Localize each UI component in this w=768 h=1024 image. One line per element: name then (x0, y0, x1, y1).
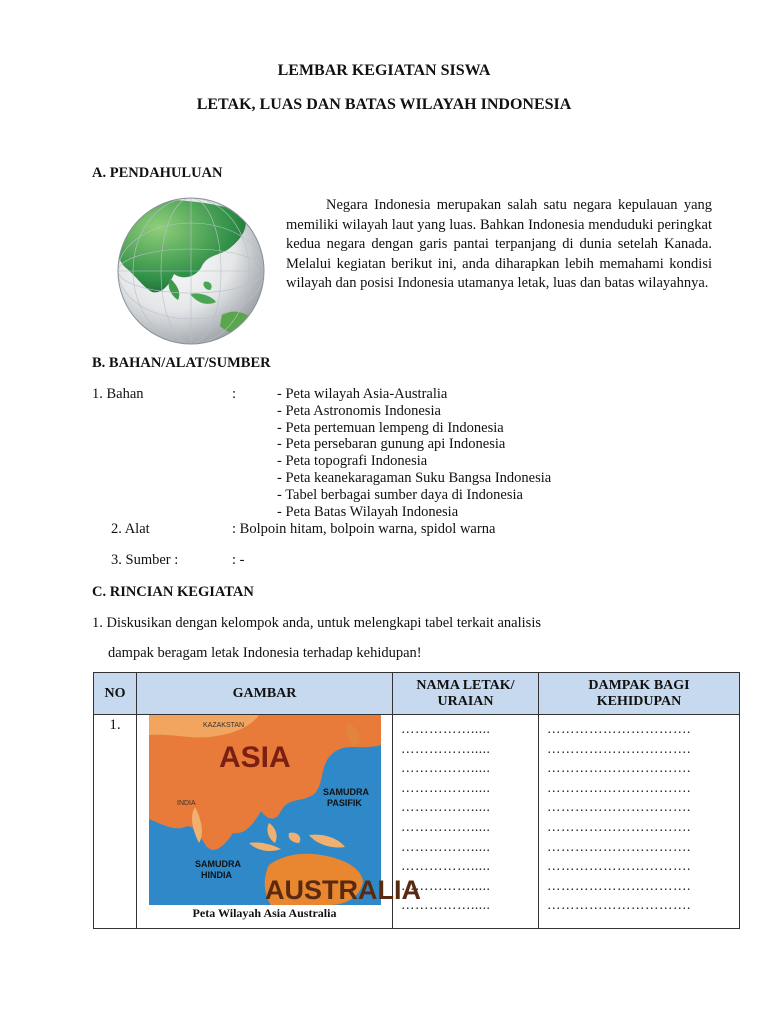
dotted-line: ……………..... (401, 877, 491, 893)
analysis-table (93, 672, 740, 929)
section-c-heading: C. RINCIAN KEGIATAN (92, 584, 254, 600)
dotted-line: …………………………. (547, 818, 691, 834)
bahan-item: - Peta keanekaragaman Suku Bangsa Indonesia (277, 469, 552, 486)
bahan-item: - Peta pertemuan lempeng di Indonesia (277, 419, 504, 436)
map-label-india: INDIA (177, 800, 196, 807)
map-label-pasifik-line: PASIFIK (327, 798, 362, 808)
dotted-line: …………………………. (547, 877, 691, 893)
header-gambar: GAMBAR (137, 673, 393, 715)
dotted-line: …………………………. (547, 760, 691, 776)
dotted-answer-lines (401, 715, 538, 915)
dotted-line: ……………..... (401, 838, 491, 854)
sumber-label: 3. Sumber : (111, 552, 179, 568)
dotted-line: ……………..... (401, 818, 491, 834)
dotted-line: …………………………. (547, 799, 691, 815)
dotted-line: ……………..... (401, 760, 491, 776)
table-row (94, 715, 740, 929)
instruction-line-1: 1. Diskusikan dengan kelompok anda, untuk melengkapi tabel terkait analisis (92, 615, 541, 631)
dampak-cell[interactable] (539, 715, 740, 929)
intro-paragraph (286, 196, 712, 294)
dotted-line: …………………………. (547, 838, 691, 854)
table-header-row (94, 673, 740, 715)
section-a-heading: A. PENDAHULUAN (92, 165, 223, 181)
map-caption: Peta Wilayah Asia Australia (192, 906, 337, 920)
dotted-line: …………………………. (547, 721, 691, 736)
worksheet-subtitle: LETAK, LUAS DAN BATAS WILAYAH INDONESIA (196, 96, 572, 113)
header-no: NO (94, 673, 137, 715)
bahan-item: - Tabel berbagai sumber daya di Indonesia (277, 486, 523, 503)
dotted-line: ……………..... (401, 858, 491, 874)
bahan-label: 1. Bahan (92, 386, 144, 402)
bahan-colon: : (232, 386, 237, 402)
map-label-australia: AUSTRALIA (265, 875, 421, 905)
dotted-line: ……………..... (401, 740, 491, 756)
dotted-line: …………………………. (547, 858, 691, 874)
row-number: 1. (94, 715, 137, 929)
alat-label: 2. Alat (111, 521, 150, 537)
bahan-item: - Peta Astronomis Indonesia (277, 402, 441, 419)
dotted-line: …………………………. (547, 740, 691, 756)
dotted-line: ……………..... (401, 779, 491, 795)
asia-australia-map (149, 715, 421, 905)
alat-value: : Bolpoin hitam, bolpoin warna, spidol warna (232, 521, 496, 537)
header-nama-letak: NAMA LETAK/ URAIAN (393, 673, 539, 715)
sumber-value: : - (232, 552, 245, 568)
bahan-item: - Peta wilayah Asia-Australia (277, 386, 448, 402)
dotted-line: …………………………. (547, 779, 691, 795)
gambar-cell (137, 715, 421, 929)
worksheet-title: LEMBAR KEGIATAN SISWA (277, 62, 491, 79)
bahan-item: - Peta topografi Indonesia (277, 453, 428, 470)
map-label-pasifik-line: SAMUDRA (323, 787, 369, 797)
map-label-hindia-line: SAMUDRA (195, 859, 241, 869)
bahan-item: - Peta Batas Wilayah Indonesia (277, 503, 459, 520)
header-dampak: DAMPAK BAGI KEHIDUPAN (539, 673, 740, 715)
dotted-line: ……………..... (401, 897, 491, 913)
intro-paragraph-text: Negara Indonesia merupakan salah satu negara kepulauan yang memiliki wilayah laut yang luas. Bahkan Indonesia menduduki peringkat kedua negara dengan garis pantai terpanjang di dunia setelah Kanada. Melalui kegiatan berikut ini, anda diharapkan lebih memahami kondisi wilayah dan posisi Indonesia utamanya letak, luas dan batas wilayahnya. (286, 197, 712, 291)
dotted-line: …………………………. (547, 897, 691, 913)
bahan-list (277, 386, 551, 520)
dotted-line: ……………..... (401, 721, 491, 736)
section-b-heading: B. BAHAN/ALAT/SUMBER (92, 355, 271, 371)
instruction-line-2: dampak beragam letak Indonesia terhadap kehidupan! (108, 645, 422, 661)
globe-image (112, 196, 270, 346)
dotted-line: ……………..... (401, 799, 491, 815)
bahan-item: - Peta persebaran gunung api Indonesia (277, 436, 506, 453)
map-label-hindia-line: HINDIA (201, 870, 232, 880)
map-label-asia: ASIA (219, 741, 291, 774)
map-graphic (149, 715, 421, 905)
map-label-kazakstan: KAZAKSTAN (203, 722, 245, 729)
dotted-answer-lines (547, 715, 739, 915)
